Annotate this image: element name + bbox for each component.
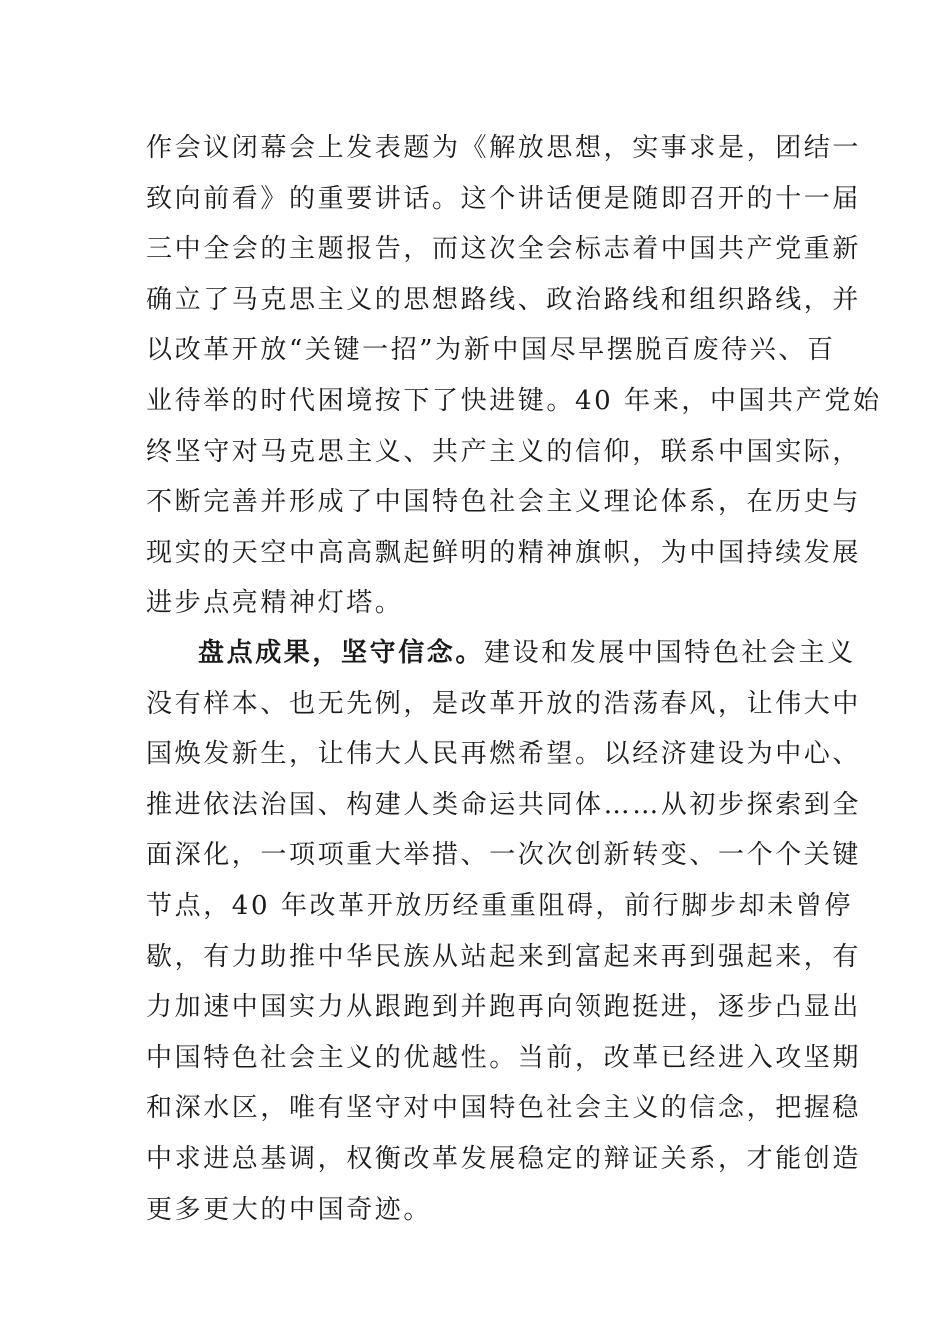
paragraph-2-line: 更多更大的中国奇迹。 xyxy=(146,1194,433,1225)
paragraph-2-first-line xyxy=(146,628,856,679)
paragraph-2-first-line-text: 建设和发展中国特色社会主义 xyxy=(484,638,856,668)
paragraph-1-line: 进步点亮精神灯塔。 xyxy=(146,588,404,619)
paragraph-2-line: 国焕发新生，让伟大人民再燃希望。以经济建设为中心、 xyxy=(146,739,862,770)
paragraph-2 xyxy=(146,628,862,1235)
paragraph-2-line: 没有样本、也无先例，是改革开放的浩荡春风，让伟大中 xyxy=(146,688,862,719)
paragraph-2-line: 力加速中国实力从跟跑到并跑再向领跑挺进，逐步凸显出 xyxy=(146,992,862,1023)
paragraph-1-line: 现实的天空中高高飘起鲜明的精神旗帜，为中国持续发展 xyxy=(146,537,862,568)
paragraph-2-line: 中求进总基调，权衡改革发展稳定的辩证关系，才能创造 xyxy=(146,1143,862,1174)
paragraph-1-line: 三中全会的主题报告，而这次全会标志着中国共产党重新 xyxy=(146,234,862,265)
paragraph-2-line: 推进依法治国、构建人类命运共同体……从初步探索到全 xyxy=(146,789,862,820)
paragraph-2-line: 歇，有力助推中华民族从站起来到富起来再到强起来，有 xyxy=(146,941,862,972)
paragraph-2-line: 和深水区，唯有坚守对中国特色社会主义的信念，把握稳 xyxy=(146,1093,862,1124)
paragraph-2-line: 节点，40 年改革开放历经重重阻碍，前行脚步却未曾停 xyxy=(146,890,853,921)
paragraph-1-line: 以改革开放“关键一招”为新中国尽早摆脱百废待兴、百 xyxy=(146,335,836,366)
paragraph-1-line: 终坚守对马克思主义、共产主义的信仰，联系中国实际， xyxy=(146,436,862,467)
paragraph-1-line: 确立了马克思主义的思想路线、政治路线和组织路线，并 xyxy=(146,284,862,315)
paragraph-1-line: 作会议闭幕会上发表题为《解放思想，实事求是，团结一 xyxy=(146,133,862,163)
paragraph-1 xyxy=(146,123,882,629)
paragraph-1-line: 不断完善并形成了中国特色社会主义理论体系，在历史与 xyxy=(146,487,862,518)
paragraph-2-line: 面深化，一项项重大举措、一次次创新转变、一个个关键 xyxy=(146,840,862,871)
paragraph-2-line: 中国特色社会主义的优越性。当前，改革已经进入攻坚期 xyxy=(146,1042,862,1073)
paragraph-heading: 盘点成果，坚守信念。 xyxy=(198,638,485,668)
paragraph-1-line: 致向前看》的重要讲话。这个讲话便是随即召开的十一届 xyxy=(146,183,862,214)
paragraph-1-line: 业待举的时代困境按下了快进键。40 年来，中国共产党始 xyxy=(146,385,882,416)
